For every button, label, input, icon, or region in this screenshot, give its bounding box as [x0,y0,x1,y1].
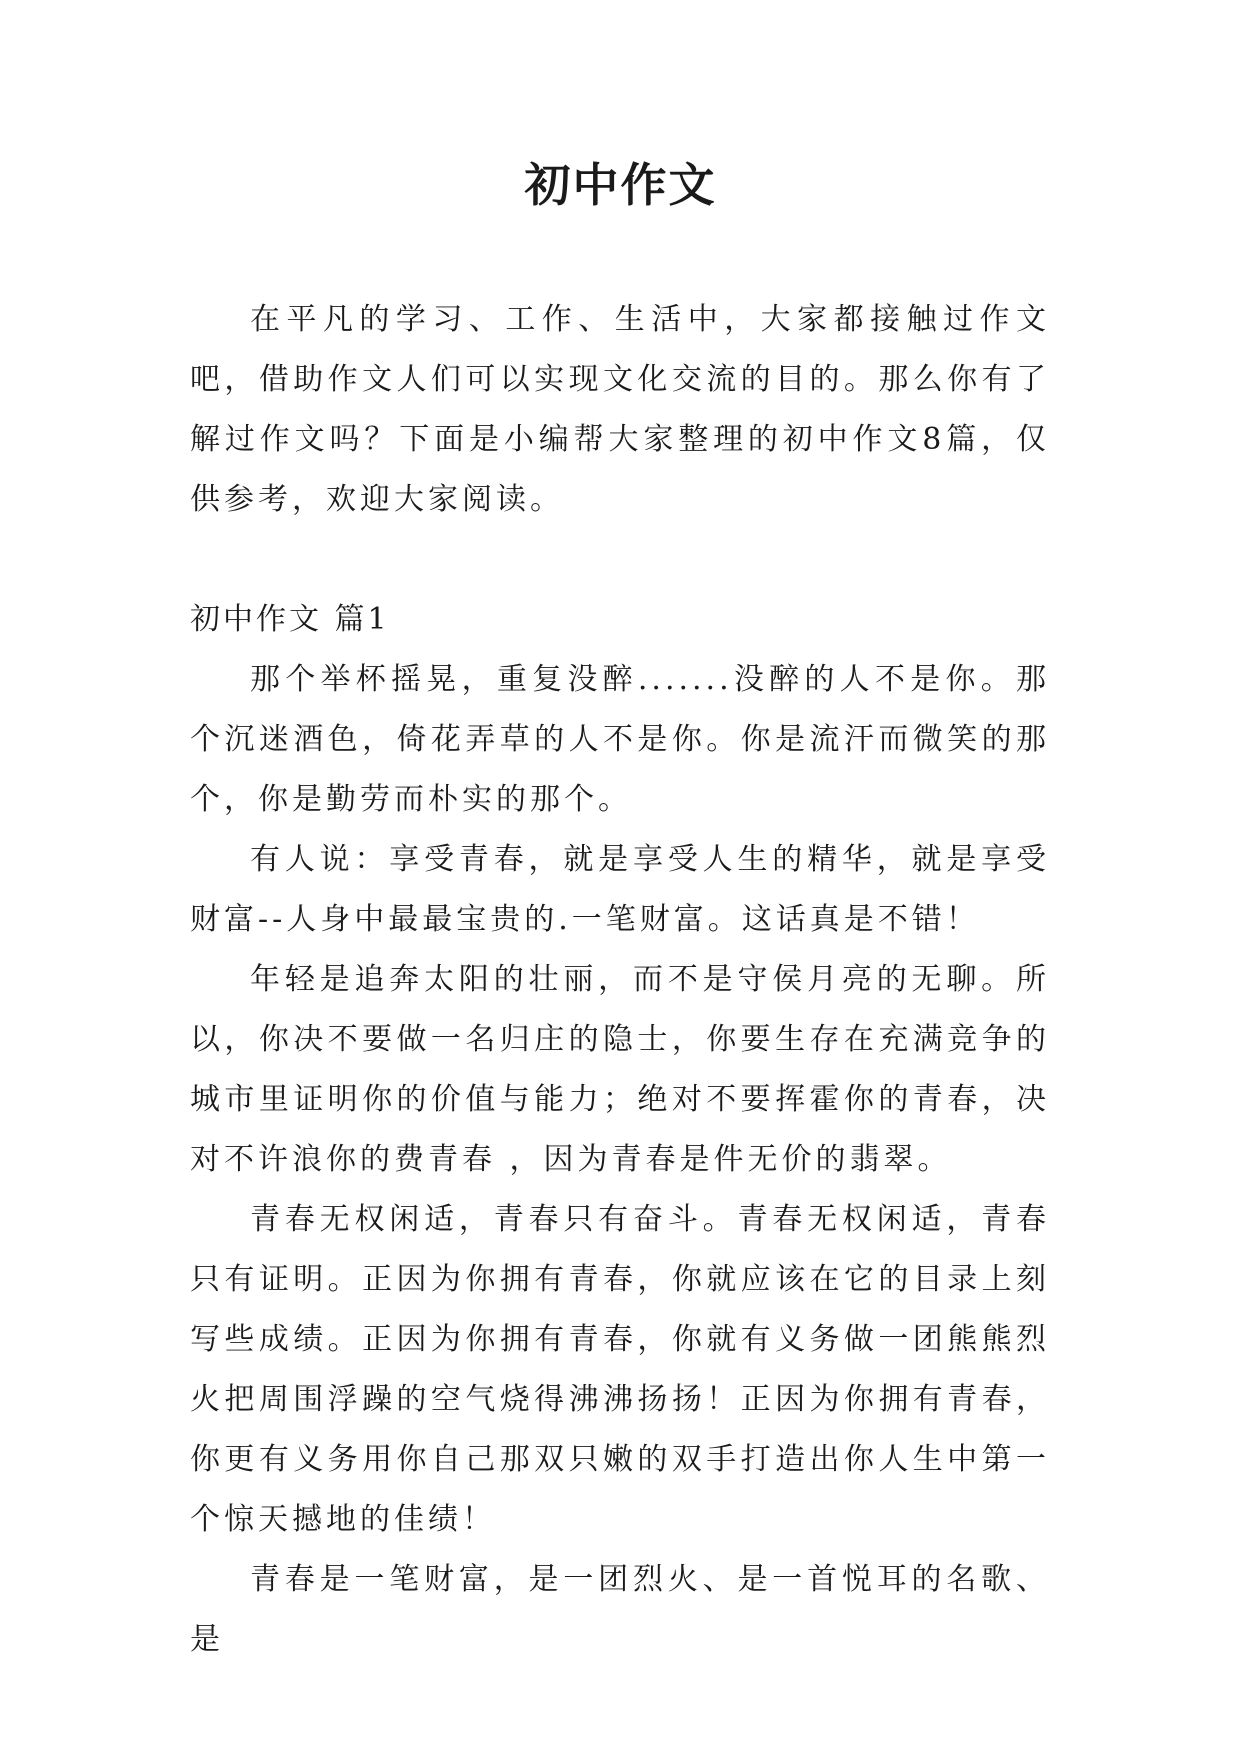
body-paragraph: 年轻是追奔太阳的壮丽，而不是守侯月亮的无聊。所以，你决不要做一名归庄的隐士，你要生存在充满竞争的城市里证明你的价值与能力；绝对不要挥霍你的青春，决对不许浪你的费青春 ，因为青春是件无价的翡翠。 [190,962,1050,1177]
body-paragraph: 青春无权闲适，青春只有奋斗。青春无权闲适，青春只有证明。正因为你拥有青春，你就应该在它的目录上刻写些成绩。正因为你拥有青春，你就有义务做一团熊熊烈火把周围浮躁的空气烧得沸沸扬扬！正因为你拥有青春，你更有义务用你自己那双只嫩的双手打造出你人生中第一个惊天撼地的佳绩！ [190,1202,1050,1537]
body-paragraph: 那个举杯摇晃，重复没醉.......没醉的人不是你。那个沉迷酒色，倚花弄草的人不是你。你是流汗而微笑的那个，你是勤劳而朴实的那个。 [190,662,1050,817]
section-heading: 初中作文 篇1 [190,602,390,637]
body-paragraph: 青春是一笔财富，是一团烈火、是一首悦耳的名歌、是 [190,1562,1050,1657]
document-title: 初中作文 [524,158,717,212]
document-body [190,290,1050,1670]
intro-paragraph: 在平凡的学习、工作、生活中，大家都接触过作文吧，借助作文人们可以实现文化交流的目的。那么你有了解过作文吗？下面是小编帮大家整理的初中作文8篇，仅供参考，欢迎大家阅读。 [190,302,1050,517]
body-paragraph: 有人说：享受青春，就是享受人生的精华，就是享受财富--人身中最最宝贵的.一笔财富。这话真是不错！ [190,842,1050,937]
